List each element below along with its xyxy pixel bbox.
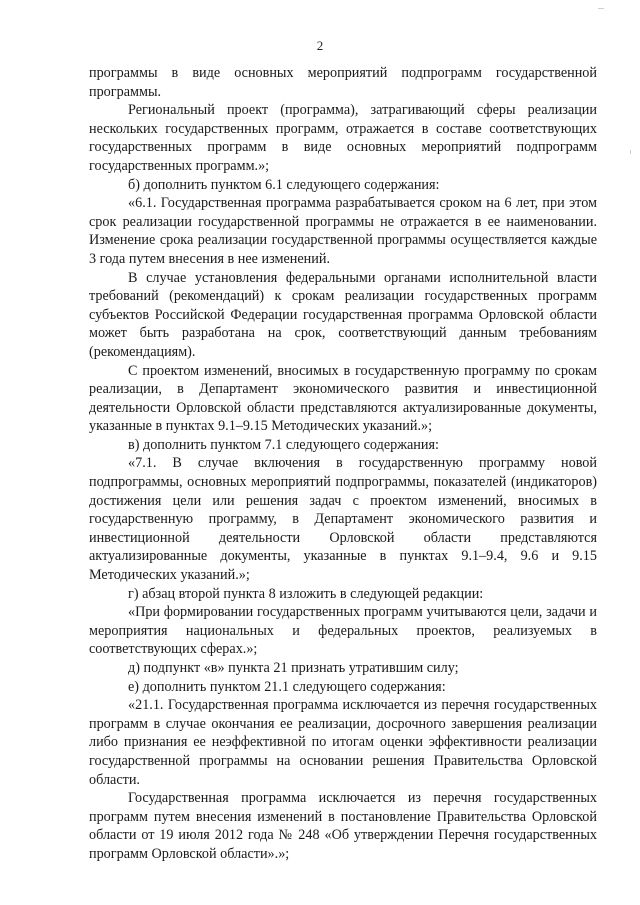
paragraph-13: «21.1. Государственная программа исключается из перечня государственных программ в случае окончания ее реализации, досрочного завершения реализации либо признания ее неэффективной по итогам оценки эффективности реализации государственной программы на основании решения Правительства Орловской области. [89, 697, 597, 788]
page-number: 2 [316, 38, 324, 53]
paragraph-5: В случае установления федеральными органами исполнительной власти требований (рекомендаций) к срокам реализации государственных программ субъектов Российской Федерации государственная программа Орловской области может быть разработана на срок, соответствующий данным требованиям (рекомендациям). [89, 269, 597, 360]
paragraph-12: е) дополнить пунктом 21.1 следующего содержания: [128, 678, 446, 695]
paragraph-8: «7.1. В случае включения в государственную программу новой подпрограммы, основных мероприятий подпрограммы, показателей (индикаторов) достижения цели или решения задач с проектом изменений, вносимых в государственную программу, в Департамент экономического развития и инвестиционной деятельности Орловской области представляются актуализированные документы, указанные в пунктах 9.1–9.4, 9.6 и 9.15 Методических указаний.»; [89, 455, 597, 584]
paragraph-7: в) дополнить пунктом 7.1 следующего содержания: [128, 436, 439, 453]
paragraph-9: г) абзац второй пункта 8 изложить в следующей редакции: [128, 585, 484, 602]
document-body [89, 64, 597, 864]
paragraph-1: программы в виде основных мероприятий подпрограмм государственной программы. [89, 65, 597, 100]
scan-mark-top-right [598, 8, 604, 9]
paragraph-11: д) подпункт «в» пункта 21 признать утратившим силу; [128, 660, 459, 676]
paragraph-14: Государственная программа исключается из перечня государственных программ путем внесения изменений в постановление Правительства Орловской области от 19 июля 2012 года № 248 «Об утверждении Перечня государственных программ Орловской области».»; [89, 790, 597, 862]
scan-mark-right-edge [630, 150, 631, 154]
paragraph-4: «6.1. Государственная программа разрабатывается сроком на 6 лет, при этом срок реализации государственной программы не отражается в ее наименовании. Изменение срока реализации государственной программы осуществляется каждые 3 года путем внесения в нее изменений. [89, 195, 597, 267]
paragraph-10: «При формировании государственных программ учитываются цели, задачи и мероприятия национальных и федеральных проектов, реализуемых в соответствующих сферах.»; [89, 604, 597, 658]
paragraph-3: б) дополнить пунктом 6.1 следующего содержания: [128, 176, 440, 193]
paragraph-2: Региональный проект (программа), затрагивающий сферы реализации нескольких государственных программ, отражается в составе соответствующих государственных программ в виде основных мероприятий подпрограмм государственных программ.»; [89, 102, 597, 174]
paragraph-6: С проектом изменений, вносимых в государственную программу по срокам реализации, в Департамент экономического развития и инвестиционной деятельности Орловской области представляются актуализированные документы, указанные в пунктах 9.1–9.15 Методических указаний.»; [89, 362, 597, 435]
